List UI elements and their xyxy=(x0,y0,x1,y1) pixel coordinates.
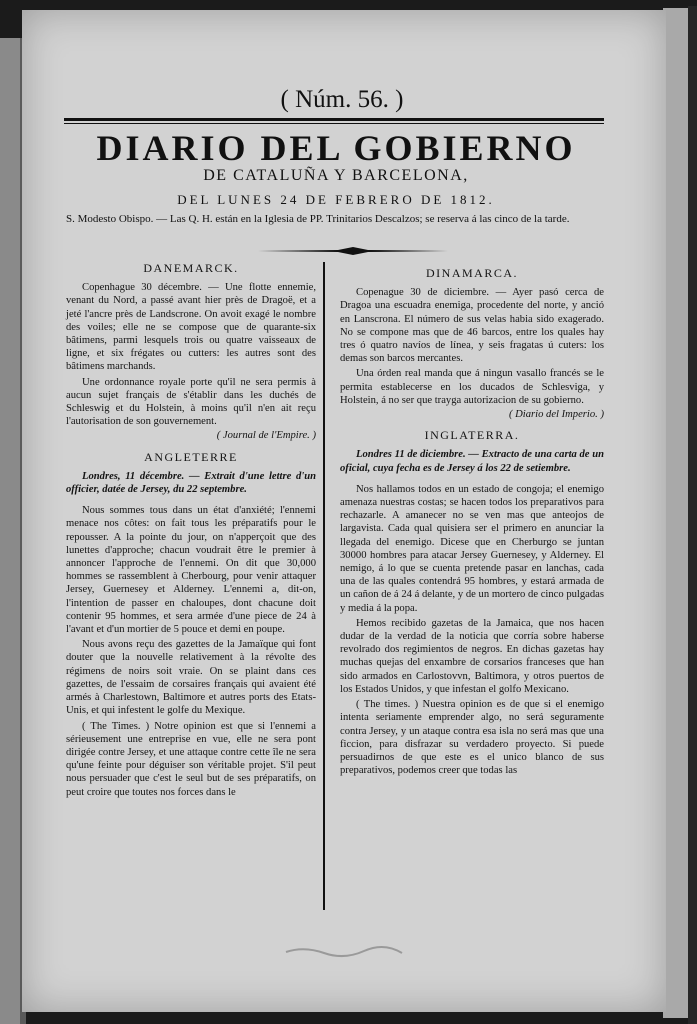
top-rule-thin xyxy=(64,123,604,124)
masthead-subtitle: DE CATALUÑA Y BARCELONA, xyxy=(203,167,469,184)
article-paragraph: ( The Times. ) Notre opinion est que si l'ennemi a sérieusement une entreprise en vue, elle ne sera pont dirigée contre Jersey, et une attaque contre cette île ne sera qu'une feinte pour déguiser son véritable projet. S'il peut nous persuader que c'est le seul but de ses préparatifs, on peut croire que toutes nos forces dans le xyxy=(66,720,316,798)
ink-smudge xyxy=(284,944,404,960)
right-background xyxy=(688,6,697,1024)
right-column-spanish xyxy=(340,265,604,777)
issue-number: ( Núm. 56. ) xyxy=(280,86,404,113)
article-paragraph: Copenague 30 de diciembre. — Ayer pasó cerca de Dragoa una escuadra enemiga, procedente del norte, y anció en Lanscrona. El número de sus velas habia sido exagerado. No se compone mas que de 46 barcos, entre los quales hay tres ó quatro navíos de línea, y seis fragatas ú cuters: los demas son barcos mercantes. xyxy=(340,287,604,365)
masthead-title: DIARIO DEL GOBIERNO xyxy=(96,128,576,168)
article-paragraph: Nous sommes tous dans un état d'anxiété; l'ennemi menace nos côtes: on fait tous les préparatifs pour le repousser. A la pointe du jour, on n'apperçoit que des lunettes d'approche; chacun voudrait être le premier à annoncer l'approche de l'ennemi. On dit que 30,000 hommes se rassemblent à Cherbourg, pour venir attaquer Jersey, Guernesey et Alderney. L'ennemi a, dit-on, l'intention de passer en chaloupes, dont chacune doit contenir 95 hommes, et sera armée d'une piece de 24 à l'avant et d'un mortier de 5 pouce et demi en poupe. xyxy=(66,505,316,636)
article-paragraph: Hemos recibido gazetas de la Jamaica, que nos hacen dudar de la verdad de la noticia que corría sobre haberse revolrado dos regimientos de negros. En dichas gazetas hay muchas quejas del enxambre de corsarios franceses que han sido armados en Carlostovvn, Baltimora, y otros puertos de los Estados Unidos, y que infestan el golfo Mexicano. xyxy=(340,617,604,695)
source-citation: ( Diario del Imperio. ) xyxy=(508,409,604,421)
article-paragraph: Nous avons reçu des gazettes de la Jamaïque qui font douter que la nouvelle relativement à la révolte des régimens de noirs soit vraie. On se plaint dans ces gazettes, de l'essaim de corsaires français qui avaient été armés à Charlestown, Baltimore et autres ports des Etats-Unis, et qui infestent le golfe du Mexique. xyxy=(66,639,316,717)
top-rule-thick xyxy=(64,118,604,121)
article-paragraph: ( The times. ) Nuestra opinion es de que si el enemigo intenta seriamente emprender algo, no será seguramente contra Jersey, y un ataque contra esa isla no será mas que una ficcion, para disfrazar su verdadero proyecto. Si puede persuadirnos de que este es el unico blanco de sus preparativos, podemos creer que todas las xyxy=(340,699,604,777)
section-heading-angleterre: ANGLETERRE xyxy=(144,449,238,464)
newspaper-page xyxy=(22,10,666,1012)
source-citation: ( Journal de l'Empire. ) xyxy=(216,430,316,442)
article-paragraph: Copenhague 30 décembre. — Une flotte ennemie, venant du Nord, a passé avant hier près de Dragoë, et a jeté l'ancre près de Landscrone. On avoit exagé le nombre des voiles; elle ne se compose que de quarante-six bâtimens, parmi lesquels trois ou quatre vaisseaux de ligne, et six frégates ou cutters: les autres sont des bâtimens marchands. xyxy=(66,282,316,373)
article-byline: Londres 11 de diciembre. — Extracto de una carta de un oficial, cuya fecha es de Jersey á los 22 de setiembre. xyxy=(340,449,604,474)
ornament-rule xyxy=(258,246,448,256)
left-column-french xyxy=(66,260,316,799)
left-page-edge xyxy=(0,38,20,1024)
masthead-dateline: DEL LUNES 24 DE FEBRERO DE 1812. xyxy=(177,192,495,207)
article-paragraph: Nos hallamos todos en un estado de congoja; el enemigo amenaza nuestras costas; se hacen todos los preparativos para rechazarle. A amanecer no se ven mas que anteojos de largavista. Cada qual quisiera ser el primero en anunciar la llegada del enemigo. Dicese que en Cherburgo se juntan 30000 hombres para atacar Jersey Guernesey, y Alderney. El nemigo, á lo que se cuenta pretende pasar en lanchas, cada una de las quales contendrá 95 hombres, y estará armada de un cañon de á 24 á delante, y de un mortero de cinco pulgadas y media á la popa. xyxy=(340,483,604,614)
section-heading-dinamarca: DINAMARCA. xyxy=(425,266,518,280)
column-divider xyxy=(323,262,325,910)
saint-notice: S. Modesto Obispo. — Las Q. H. están en la Iglesia de PP. Trinitarios Descalzos; se reserva á las cinco de la tarde. xyxy=(66,213,570,225)
article-byline: Londres, 11 décembre. — Extrait d'une lettre d'un officier, datée de Jersey, du 22 septembre. xyxy=(66,470,316,496)
article-paragraph: Una órden real manda que á ningun vasallo francés se le permita establecerse en los ducados de Schlesviga, y Holstein, á no ser que trayga autorizacion de su gobierno. xyxy=(340,368,604,406)
section-heading-danemarck: DANEMARCK. xyxy=(143,261,239,275)
article-paragraph: Une ordonnance royale porte qu'il ne sera permis à aucun sujet français de s'établir dans les duchés de Schleswig et du Holstein, à moins qu'il n'en ait reçu l'autorisation de son gouvernement. xyxy=(66,376,316,428)
section-heading-inglaterra: INGLATERRA. xyxy=(424,428,520,443)
